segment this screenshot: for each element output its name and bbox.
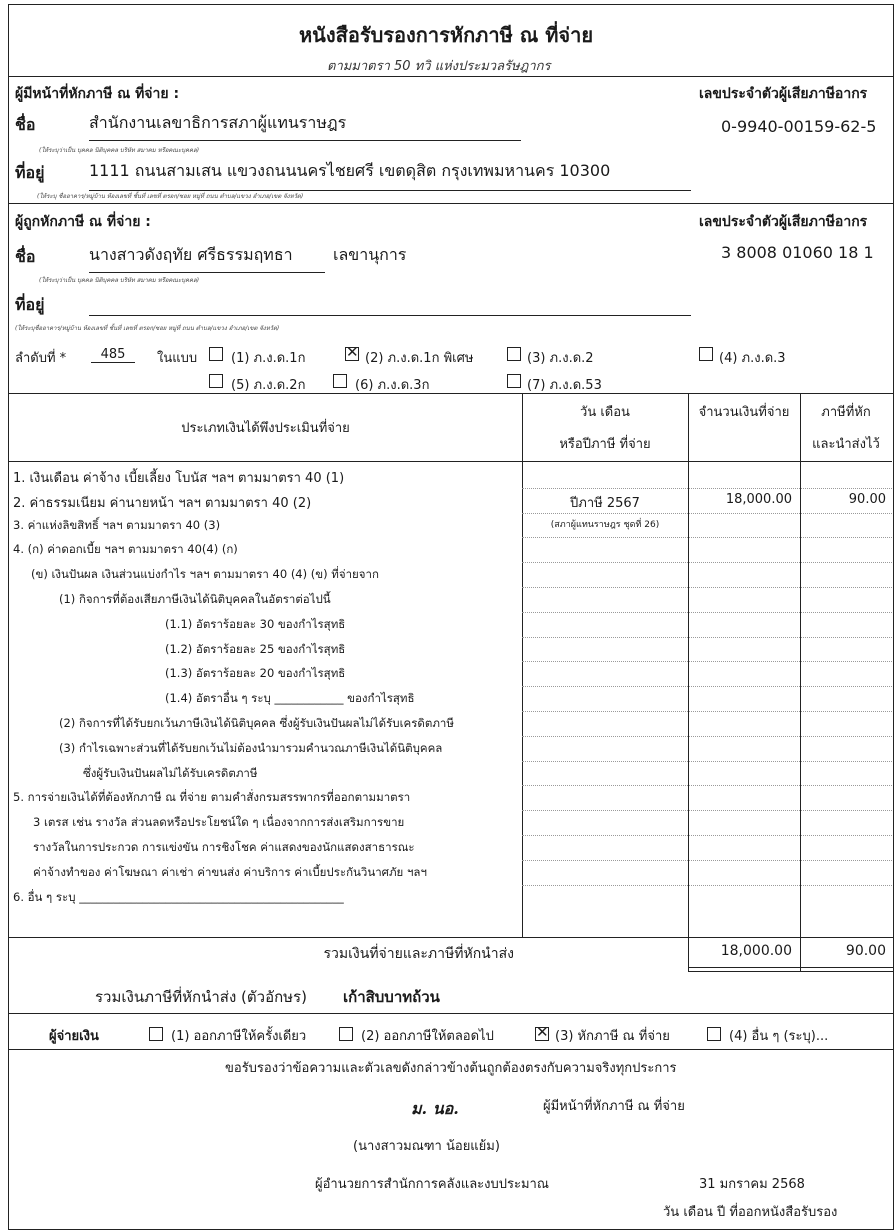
table-cell-date: ปีภาษี 2567 <box>570 495 640 511</box>
table-row-label: 6. อื่น ๆ ระบุ ______________________________________________ <box>13 889 344 904</box>
table-row-label: รางวัลในการประกวด การแข่งขัน การชิงโชค ค่าแสดงของนักแสดงสาธารณะ <box>33 840 415 854</box>
payee-section-label: ผู้ถูกหักภาษี ณ ที่จ่าย : <box>15 214 151 230</box>
payee-name-hint: (ให้ระบุว่าเป็น บุคคล นิติบุคคล บริษัท สมาคม หรือคณะบุคคล) <box>39 277 200 284</box>
payer-name-label: ชื่อ <box>15 115 36 134</box>
table-row-label: 1. เงินเดือน ค่าจ้าง เบี้ยเลี้ยง โบนัส ฯลฯ ตามมาตรา 40 (1) <box>13 471 345 486</box>
payer-type-option-label: (1) ออกภาษีให้ครั้งเดียว <box>171 1029 307 1044</box>
table-row-label: 5. การจ่ายเงินได้ที่ต้องหักภาษี ณ ที่จ่าย ตามคำสั่งกรมสรรพากรที่ออกตามมาตรา <box>13 790 411 805</box>
in-form-label: ในแบบ <box>157 351 198 366</box>
form-option-label: (3) ภ.ง.ด.2 <box>527 351 594 366</box>
table-row-label: (3) กำไรเฉพาะส่วนที่ได้รับยกเว้นไม่ต้องนำมารวมคำนวณภาษีเงินได้นิติบุคคล <box>59 740 443 755</box>
row-divider <box>522 736 892 737</box>
form-checkbox-pnd2[interactable] <box>507 347 521 361</box>
row-divider <box>522 587 892 588</box>
row-divider <box>522 488 892 489</box>
header-tax: และนำส่งไว้ <box>812 437 880 452</box>
row-divider <box>522 711 892 712</box>
form-checkbox-pnd1k[interactable] <box>209 347 223 361</box>
income-table <box>9 393 892 937</box>
row-divider <box>522 513 892 514</box>
total-label: รวมเงินที่จ่ายและภาษีที่หักนำส่ง <box>323 946 514 962</box>
payer-address-hint: (ให้ระบุ ชื่ออาคาร/หมู่บ้าน ห้องเลขที่ ชั้นที่ เลขที่ ตรอก/ซอย หมู่ที่ ถนน ตำบล/แขวง อำเภอ/เขต จังหวัด) <box>37 193 304 200</box>
certify-statement: ขอรับรองว่าข้อความและตัวเลขดังกล่าวข้างต้นถูกต้องตรงกับความจริงทุกประการ <box>225 1061 677 1076</box>
row-divider <box>522 885 892 886</box>
row-divider <box>522 785 892 786</box>
payee-name: นางสาวดังฤทัย ศรีธรรมฤทธา <box>89 243 325 273</box>
total-amount: 18,000.00 <box>720 943 792 959</box>
form-option-label: (4) ภ.ง.ด.3 <box>719 351 786 366</box>
row-divider <box>522 835 892 836</box>
header-tax: ภาษีที่หัก <box>821 405 871 420</box>
payee-tax-id: 3 8008 01060 18 1 <box>721 243 874 262</box>
form-checkbox-pnd53[interactable] <box>507 374 521 388</box>
divider <box>9 203 893 204</box>
header-date: วัน เดือน <box>580 405 630 420</box>
table-row-label: ค่าจ้างทำของ ค่าโฆษณา ค่าเช่า ค่าขนส่ง ค่าบริการ ค่าเบี้ยประกันวินาศภัย ฯลฯ <box>33 864 427 879</box>
column-divider <box>800 393 801 937</box>
table-row-label: ซึ่งผู้รับเงินปันผลไม่ได้รับเครดิตภาษี <box>83 765 258 780</box>
payer-type-label: ผู้จ่ายเงิน <box>49 1029 99 1044</box>
divider <box>688 967 893 968</box>
table-row-label: (1.4) อัตราอื่น ๆ ระบุ ____________ ของกำไรสุทธิ <box>165 691 415 706</box>
column-divider <box>522 393 523 937</box>
tax-words-label: รวมเงินภาษีที่หักนำส่ง (ตัวอักษร) <box>95 988 307 1006</box>
table-row-label: 3 เตรส เช่น รางวัล ส่วนลดหรือประโยชน์ใด ๆ เนื่องจากการส่งเสริมการขาย <box>33 815 405 830</box>
divider <box>9 1013 893 1014</box>
table-cell-date: (สภาผู้แทนราษฎร ชุดที่ 26) <box>550 519 660 530</box>
table-row-label: (1.2) อัตราร้อยละ 25 ของกำไรสุทธิ <box>165 641 346 656</box>
table-row-label: 4. (ก) ค่าดอกเบี้ย ฯลฯ ตามมาตรา 40(4) (ก) <box>13 542 238 557</box>
row-divider <box>522 686 892 687</box>
row-divider <box>522 761 892 762</box>
form-option-label: (1) ภ.ง.ด.1ก <box>231 351 306 366</box>
signature: ม. นอ. <box>411 1099 459 1118</box>
table-row-label: (2) กิจการที่ได้รับยกเว้นภาษีเงินได้นิติบุคคล ซึ่งผู้รับเงินปันผลไม่ได้รับเครดิตภาษี <box>59 716 454 730</box>
table-row-label: (1) กิจการที่ต้องเสียภาษีเงินได้นิติบุคคลในอัตราต่อไปนี้ <box>59 592 331 606</box>
page-title: หนังสือรับรองการหักภาษี ณ ที่จ่าย <box>299 23 594 47</box>
row-divider <box>522 612 892 613</box>
divider <box>9 937 893 938</box>
payee-position: เลขานุการ <box>333 245 407 264</box>
payer-tax-id-label: เลขประจำตัวผู้เสียภาษีอากร <box>699 86 868 102</box>
table-row-label: (ข) เงินปันผล เงินส่วนแบ่งกำไร ฯลฯ ตามมาตรา 40 (4) (ข) ที่จ่ายจาก <box>31 567 379 582</box>
page-subtitle: ตามมาตรา 50 ทวิ แห่งประมวลรัษฎากร <box>327 59 551 74</box>
payer-name: สำนักงานเลขาธิการสภาผู้แทนราษฎร <box>89 111 521 141</box>
table-row-label: 3. ค่าแห่งลิขสิทธิ์ ฯลฯ ตามมาตรา 40 (3) <box>13 517 221 532</box>
form-option-label: (2) ภ.ง.ด.1ก พิเศษ <box>365 351 474 366</box>
table-cell-amount: 18,000.00 <box>725 491 792 507</box>
signer-role: ผู้มีหน้าที่หักภาษี ณ ที่จ่าย <box>543 1099 685 1114</box>
divider <box>9 1049 893 1050</box>
header-income-type: ประเภทเงินได้พึงประเมินที่จ่าย <box>181 421 350 436</box>
payee-address <box>89 295 691 316</box>
payer-type-checkbox-withhold[interactable] <box>535 1027 549 1041</box>
divider <box>9 461 892 462</box>
payer-type-checkbox-once[interactable] <box>149 1027 163 1041</box>
sequence-label: ลำดับที่ * <box>15 351 67 366</box>
signer-name: (นางสาวมณฑา น้อยแย้ม) <box>353 1139 500 1154</box>
payee-address-label: ที่อยู่ <box>15 295 45 314</box>
payer-address-label: ที่อยู่ <box>15 163 45 182</box>
form-option-label: (5) ภ.ง.ด.2ก <box>231 378 306 393</box>
payee-tax-id-label: เลขประจำตัวผู้เสียภาษีอากร <box>699 214 868 230</box>
column-divider <box>688 393 689 937</box>
form-option-label: (6) ภ.ง.ด.3ก <box>355 378 430 393</box>
table-row-label: (1.3) อัตราร้อยละ 20 ของกำไรสุทธิ <box>165 666 346 681</box>
payer-address: 1111 ถนนสามเสน แขวงถนนนครไชยศรี เขตดุสิต กรุงเทพมหานคร 10300 <box>89 159 691 191</box>
sequence-value: 485 <box>91 347 135 363</box>
row-divider <box>522 537 892 538</box>
row-divider <box>522 810 892 811</box>
divider <box>9 76 893 77</box>
issue-date: 31 มกราคม 2568 <box>699 1177 805 1192</box>
form-option-label: (7) ภ.ง.ด.53 <box>527 378 602 393</box>
payer-type-option-label: (2) ออกภาษีให้ตลอดไป <box>361 1029 494 1044</box>
form-checkbox-pnd3k[interactable] <box>333 374 347 388</box>
divider <box>688 971 893 972</box>
payer-type-checkbox-always[interactable] <box>339 1027 353 1041</box>
row-divider <box>522 562 892 563</box>
row-divider <box>522 637 892 638</box>
payer-section-label: ผู้มีหน้าที่หักภาษี ณ ที่จ่าย : <box>15 86 180 102</box>
header-date: หรือปีภาษี ที่จ่าย <box>559 437 651 452</box>
form-checkbox-pnd2k[interactable] <box>209 374 223 388</box>
payer-type-checkbox-other[interactable] <box>707 1027 721 1041</box>
payee-name-label: ชื่อ <box>15 247 36 266</box>
header-amount: จำนวนเงินที่จ่าย <box>698 405 790 420</box>
form-checkbox-pnd1k-special[interactable] <box>345 347 359 361</box>
certificate-form <box>8 4 894 1230</box>
form-checkbox-pnd3[interactable] <box>699 347 713 361</box>
row-divider <box>522 661 892 662</box>
total-tax: 90.00 <box>845 943 886 959</box>
payee-address-hint: (ให้ระบุชื่ออาคาร/หมู่บ้าน ห้องเลขที่ ชั้นที่ เลขที่ ตรอก/ซอย หมู่ที่ ถนน ตำบล/แขวง อำเภอ/เขต จังหวัด) <box>15 325 280 332</box>
signer-position: ผู้อำนวยการสำนักการคลังและงบประมาณ <box>315 1177 549 1192</box>
table-row-label: (1.1) อัตราร้อยละ 30 ของกำไรสุทธิ <box>165 616 346 631</box>
payer-name-hint: (ให้ระบุว่าเป็น บุคคล นิติบุคคล บริษัท สมาคม หรือคณะบุคคล) <box>39 147 200 154</box>
payer-tax-id: 0-9940-00159-62-5 <box>721 117 877 136</box>
tax-words-value: เก้าสิบบาทถ้วน <box>343 988 440 1006</box>
issue-date-caption: วัน เดือน ปี ที่ออกหนังสือรับรอง <box>663 1205 838 1220</box>
table-cell-tax: 90.00 <box>848 491 886 507</box>
payer-type-option-label: (4) อื่น ๆ (ระบุ)... <box>729 1029 829 1044</box>
payer-type-option-label: (3) หักภาษี ณ ที่จ่าย <box>555 1029 670 1044</box>
table-row-label: 2. ค่าธรรมเนียม ค่านายหน้า ฯลฯ ตามมาตรา 40 (2) <box>13 495 312 511</box>
row-divider <box>522 860 892 861</box>
